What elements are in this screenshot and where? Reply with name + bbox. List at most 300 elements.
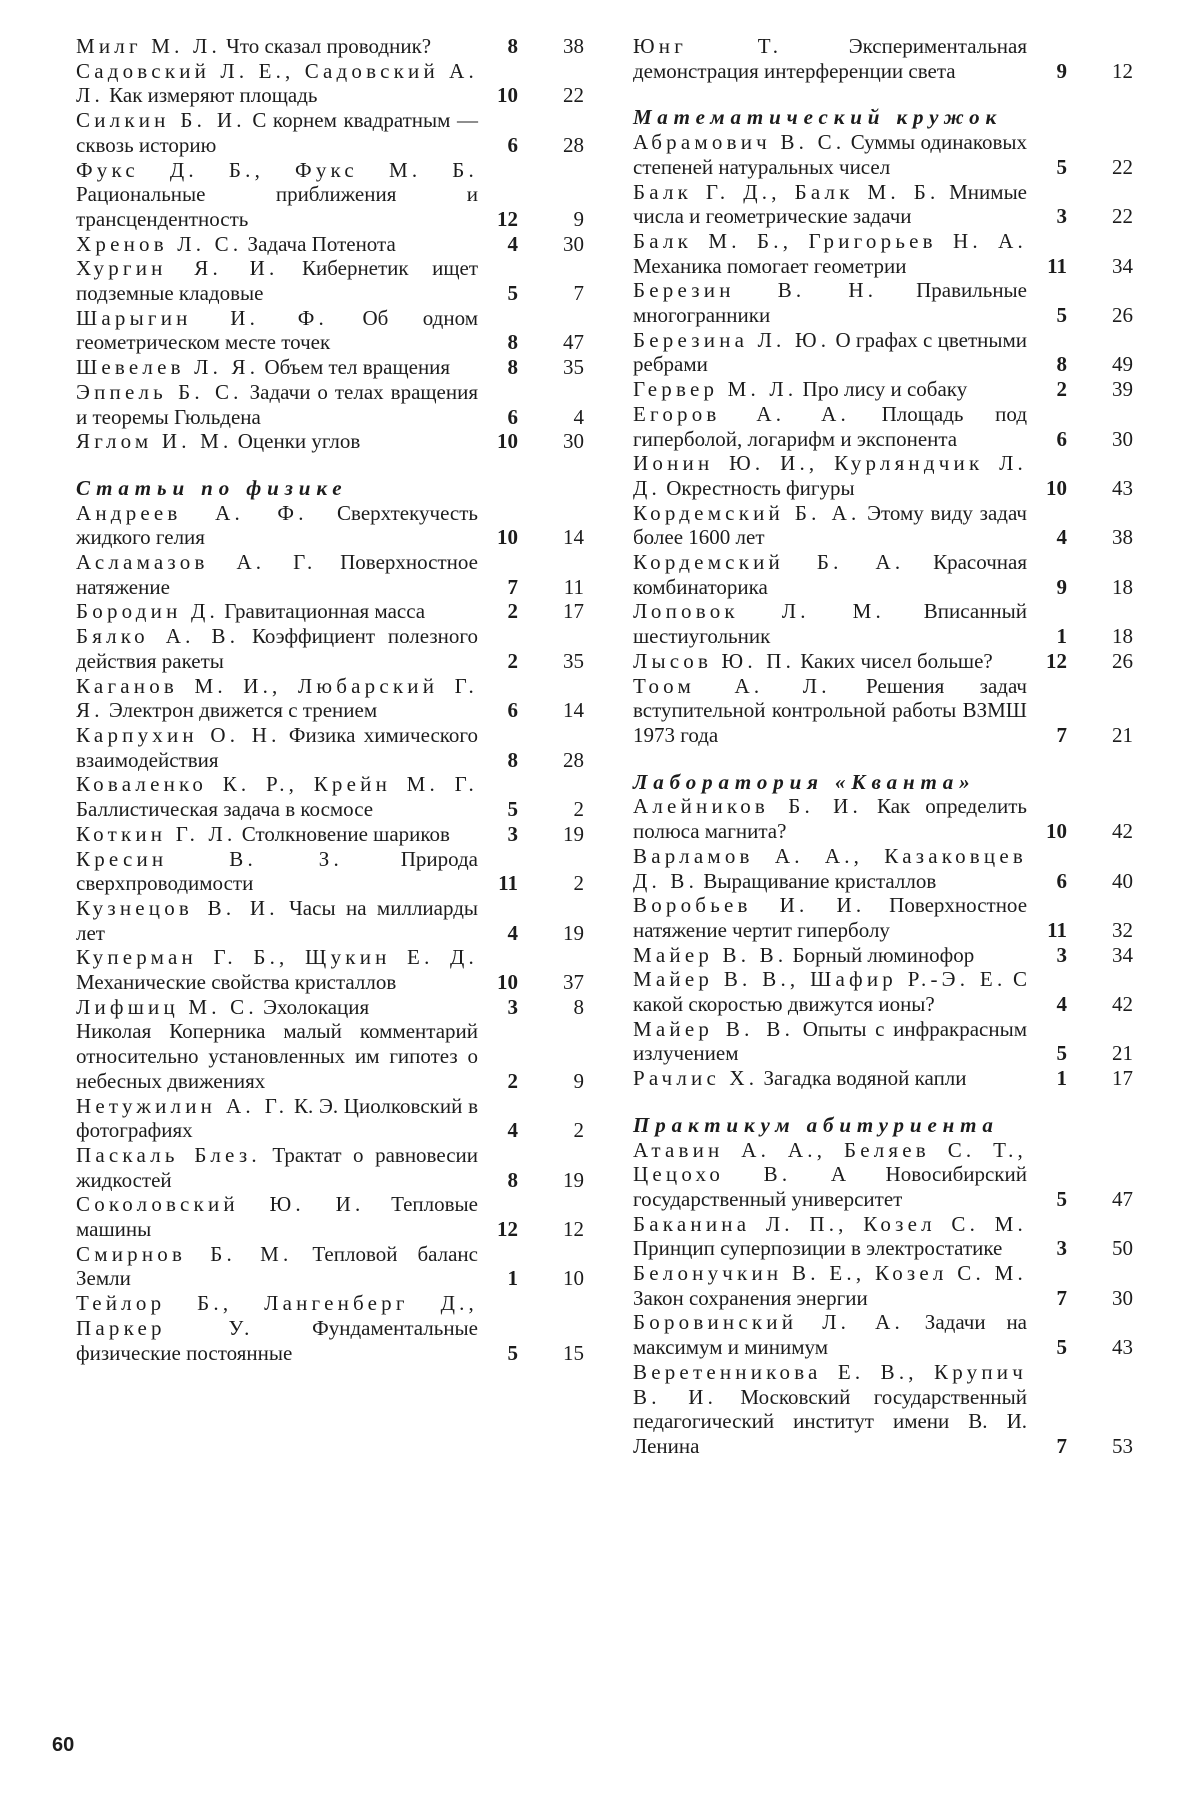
entry-reference bbox=[1027, 1187, 1133, 1212]
entry-author: Абрамович В. С. bbox=[633, 130, 846, 155]
entry-reference bbox=[1027, 59, 1133, 84]
entry-issue: 1 bbox=[1056, 624, 1067, 649]
index-entry bbox=[633, 550, 1133, 599]
entry-author: Егоров А. А. bbox=[633, 401, 850, 426]
entry-title: Трактат о равновесии жидкостей bbox=[76, 1142, 478, 1192]
entry-page: 28 bbox=[563, 747, 584, 772]
entry-title: Тепловой баланс Земли bbox=[76, 1241, 478, 1291]
entry-reference bbox=[478, 871, 584, 896]
entry-page: 30 bbox=[1112, 1285, 1133, 1310]
entry-author: Лифшиц М. С. bbox=[76, 994, 258, 1019]
entry-reference bbox=[478, 797, 584, 822]
entry-author: Карпухин О. Н. bbox=[76, 722, 281, 747]
entry-title: Механика помогает геометрии bbox=[633, 253, 907, 278]
index-entry bbox=[76, 306, 584, 355]
index-entry bbox=[633, 674, 1133, 748]
entry-reference bbox=[1027, 1236, 1133, 1261]
index-entry bbox=[633, 1360, 1133, 1459]
entry-title: Гравитационная масса bbox=[224, 599, 426, 624]
entry-author: Соколовский Ю. И. bbox=[76, 1192, 365, 1217]
entry-reference bbox=[478, 649, 584, 674]
index-entry bbox=[633, 649, 1133, 674]
entry-author: Фукс Д. Б., Фукс М. Б. bbox=[76, 157, 478, 182]
entry-issue: 5 bbox=[1056, 303, 1067, 328]
entry-issue: 8 bbox=[1056, 352, 1067, 377]
entry-title: Борный люминофор bbox=[792, 942, 975, 967]
entry-page: 30 bbox=[1112, 426, 1133, 451]
entry-reference bbox=[478, 1217, 584, 1242]
entry-page: 15 bbox=[563, 1340, 584, 1365]
entry-issue: 2 bbox=[507, 1068, 518, 1093]
entry-reference bbox=[478, 1118, 584, 1143]
entry-author: Хренов Л. С. bbox=[76, 231, 243, 256]
entry-issue: 2 bbox=[507, 599, 518, 624]
entry-issue: 6 bbox=[507, 404, 518, 429]
entry-title: Опыты с инфракрасным излучением bbox=[633, 1016, 1027, 1066]
entry-page: 42 bbox=[1112, 819, 1133, 844]
index-entry bbox=[76, 501, 584, 550]
entry-title: Оценки углов bbox=[237, 429, 361, 454]
entry-page: 35 bbox=[563, 355, 584, 380]
page-number: 60 bbox=[52, 1734, 75, 1756]
entry-title: О графах с цветными ребрами bbox=[633, 327, 1027, 377]
entry-author: Шарыгин И. Ф. bbox=[76, 305, 328, 330]
entry-issue: 12 bbox=[497, 206, 518, 231]
entry-author: Балк М. Б., Григорьев Н. А. bbox=[633, 228, 1027, 253]
entry-page: 50 bbox=[1112, 1236, 1133, 1261]
entry-reference bbox=[1027, 992, 1133, 1017]
index-entry bbox=[76, 59, 584, 108]
entry-page: 2 bbox=[573, 1118, 584, 1143]
entry-page: 38 bbox=[563, 34, 584, 58]
entry-page: 26 bbox=[1112, 648, 1133, 673]
index-entry bbox=[76, 1291, 584, 1365]
index-entry bbox=[633, 1310, 1133, 1359]
entry-issue: 5 bbox=[507, 281, 518, 306]
entry-author: Боровинский Л. А. bbox=[633, 1310, 904, 1335]
entry-title: Столкновение шариков bbox=[241, 821, 450, 846]
entry-title: Кибернетик ищет подземные кладовые bbox=[76, 256, 479, 306]
entry-reference bbox=[478, 921, 584, 946]
entry-author: Майер В. В. bbox=[633, 942, 788, 967]
section-heading: Лаборатория «Кванта» bbox=[633, 769, 976, 794]
entry-author: Андреев А. Ф. bbox=[76, 500, 308, 525]
entry-page: 19 bbox=[563, 1167, 584, 1192]
index-entry bbox=[633, 229, 1133, 278]
index-entry bbox=[76, 896, 584, 945]
entry-page: 53 bbox=[1112, 1433, 1133, 1458]
entry-issue: 12 bbox=[1046, 648, 1067, 673]
entry-author: Нетужилин А. Г. bbox=[76, 1093, 289, 1118]
entry-author: Гервер М. Л. bbox=[633, 377, 798, 402]
entry-title: Мнимые числа и геометрические задачи bbox=[633, 179, 1027, 229]
entry-issue: 10 bbox=[497, 970, 518, 995]
entry-page: 11 bbox=[563, 574, 584, 599]
entry-title: Площадь под гиперболой, логарифм и экспонента bbox=[633, 401, 1028, 451]
entry-issue: 2 bbox=[507, 648, 518, 673]
entry-page: 12 bbox=[1112, 58, 1133, 83]
entry-page: 49 bbox=[1112, 352, 1133, 377]
entry-page: 22 bbox=[1112, 154, 1133, 179]
entry-author: Березин В. Н. bbox=[633, 278, 878, 303]
entry-author: Бородин Д. bbox=[76, 599, 219, 624]
index-entry bbox=[76, 34, 584, 59]
entry-issue: 6 bbox=[507, 132, 518, 157]
entry-issue: 8 bbox=[507, 355, 518, 380]
entry-reference bbox=[478, 525, 584, 550]
entry-title: Как измеряют площадь bbox=[109, 83, 318, 108]
entry-issue: 1 bbox=[507, 1266, 518, 1291]
index-entry bbox=[76, 1019, 584, 1093]
entry-title: Задача Потенота bbox=[247, 231, 396, 256]
entry-reference bbox=[1027, 624, 1133, 649]
index-entry bbox=[633, 1066, 1133, 1091]
entry-author: Каганов М. И., Любарский Г. Я. bbox=[76, 673, 478, 723]
entry-title: Тепловые машины bbox=[76, 1192, 478, 1242]
entry-page: 30 bbox=[563, 429, 584, 454]
entry-title: Поверхностное натяжение bbox=[76, 550, 478, 599]
index-entry bbox=[76, 108, 584, 157]
entry-issue: 7 bbox=[1056, 722, 1067, 747]
entry-issue: 5 bbox=[507, 797, 518, 822]
entry-title: С корнем квадратным — сквозь историю bbox=[76, 108, 479, 157]
entry-title: Экспериментальная демонстрация интерференции света bbox=[633, 34, 1027, 83]
index-entry bbox=[76, 232, 584, 257]
right-column bbox=[633, 34, 1133, 1459]
entry-reference bbox=[1027, 476, 1133, 501]
index-entry bbox=[76, 674, 584, 723]
entry-reference bbox=[478, 83, 584, 108]
entry-issue: 7 bbox=[1056, 1433, 1067, 1458]
entry-title: Выращивание кристаллов bbox=[703, 868, 937, 893]
entry-title: Этому виду задач более 1600 лет bbox=[633, 500, 1027, 550]
entry-author: Кордемский Б. А. bbox=[633, 550, 905, 575]
index-entry bbox=[76, 256, 584, 305]
entry-author: Кузнецов В. И. bbox=[76, 895, 279, 920]
entry-page: 34 bbox=[1112, 942, 1133, 967]
entry-author: Кресин В. З. bbox=[76, 846, 343, 871]
left-column bbox=[76, 34, 584, 1365]
entry-page: 39 bbox=[1112, 377, 1133, 402]
entry-title: Николая Коперника малый комментарий относительно установленных им гипотез о небесных движениях bbox=[76, 1019, 478, 1093]
entry-page: 14 bbox=[563, 525, 584, 550]
entry-author: Варламов А. А., Казаковцев Д. В. bbox=[633, 843, 1027, 893]
entry-title: Как определить полюса магнита? bbox=[633, 794, 1028, 844]
index-entry bbox=[633, 451, 1133, 500]
entry-author: Майер В. В., Шафир Р.-Э. Е. bbox=[633, 967, 1007, 992]
entry-title: Коэффициент полезного действия ракеты bbox=[76, 624, 478, 673]
entry-author: Садовский Л. Е., Садовский А. Л. bbox=[76, 58, 478, 108]
entry-author: Ионин Ю. И., Курляндчик Л. Д. bbox=[633, 451, 1027, 500]
entry-reference bbox=[1027, 1335, 1133, 1360]
entry-reference bbox=[478, 429, 584, 454]
section-heading: Статьи по физике bbox=[76, 475, 348, 500]
index-entry bbox=[633, 599, 1133, 648]
entry-author: Хургин Я. И. bbox=[76, 256, 279, 281]
index-entry bbox=[76, 945, 584, 994]
entry-issue: 2 bbox=[1056, 377, 1067, 402]
entry-issue: 4 bbox=[507, 231, 518, 256]
entry-page: 2 bbox=[573, 797, 584, 822]
entry-page: 22 bbox=[1112, 204, 1133, 229]
entry-author: Веретенникова Е. В., Крупич В. И. bbox=[633, 1359, 1027, 1409]
entry-title: Об одном геометрическом месте точек bbox=[76, 305, 478, 355]
index-entry bbox=[76, 599, 584, 624]
entry-reference bbox=[478, 330, 584, 355]
entry-issue: 11 bbox=[1047, 917, 1067, 942]
entry-reference bbox=[478, 355, 584, 380]
entry-page: 43 bbox=[1112, 475, 1133, 500]
index-entry bbox=[76, 429, 584, 454]
entry-issue: 4 bbox=[507, 1118, 518, 1143]
index-entry bbox=[76, 1143, 584, 1192]
entry-reference bbox=[1027, 869, 1133, 894]
entry-reference bbox=[1027, 819, 1133, 844]
entry-title: Часы на миллиарды лет bbox=[76, 895, 478, 945]
entry-title: Задачи о телах вращения и теоремы Гюльдена bbox=[76, 379, 479, 429]
entry-reference bbox=[1027, 723, 1133, 748]
entry-title: Поверхностное натяжение чертит гиперболу bbox=[633, 893, 1028, 942]
entry-issue: 7 bbox=[507, 574, 518, 599]
entry-reference bbox=[1027, 918, 1133, 943]
index-entry bbox=[76, 158, 584, 232]
entry-issue: 3 bbox=[507, 821, 518, 846]
entry-title: Решения задач вступительной контрольной работы ВЗМШ 1973 года bbox=[633, 673, 1027, 747]
entry-author: Рачлис Х. bbox=[633, 1066, 759, 1091]
entry-title: Красочная комбинаторика bbox=[633, 550, 1027, 599]
entry-author: Коваленко К. Р., Крейн М. Г. bbox=[76, 772, 478, 797]
section-heading: Математический кружок bbox=[633, 105, 1003, 130]
entry-title: Московский государственный педагогический институт имени В. И. Ленина bbox=[633, 1384, 1027, 1458]
index-entry bbox=[76, 355, 584, 380]
entry-author: Березина Л. Ю. bbox=[633, 327, 831, 352]
entry-issue: 3 bbox=[507, 994, 518, 1019]
entry-title: Закон сохранения энергии bbox=[633, 1285, 868, 1310]
index-entry bbox=[633, 402, 1133, 451]
entry-page: 17 bbox=[1112, 1066, 1133, 1091]
entry-reference bbox=[1027, 1041, 1133, 1066]
entry-author: Баканина Л. П., Козел С. М. bbox=[633, 1211, 1027, 1236]
entry-author: Яглом И. М. bbox=[76, 429, 233, 454]
index-entry bbox=[76, 822, 584, 847]
index-entry bbox=[633, 130, 1133, 179]
index-entry bbox=[76, 1094, 584, 1143]
entry-reference bbox=[478, 34, 584, 59]
entry-reference bbox=[1027, 575, 1133, 600]
entry-page: 34 bbox=[1112, 253, 1133, 278]
entry-title: К. Э. Циолковский в фотографиях bbox=[76, 1093, 478, 1143]
entry-author: Бялко А. В. bbox=[76, 624, 240, 649]
entry-title: Загадка водяной капли bbox=[763, 1066, 967, 1091]
index-entry bbox=[633, 1212, 1133, 1261]
section-heading: Практикум абитуриента bbox=[633, 1112, 999, 1137]
entry-page: 14 bbox=[563, 698, 584, 723]
index-entry bbox=[76, 772, 584, 821]
entry-page: 19 bbox=[563, 821, 584, 846]
index-entry bbox=[633, 1017, 1133, 1066]
index-entry bbox=[76, 723, 584, 772]
entry-title: Фундаментальные физические постоянные bbox=[76, 1315, 478, 1365]
entry-author: Атавин А. А., Беляев С. Т., Цецохо В. А bbox=[633, 1137, 1027, 1187]
entry-title: Эхолокация bbox=[263, 994, 370, 1019]
entry-issue: 6 bbox=[1056, 868, 1067, 893]
entry-page: 9 bbox=[573, 206, 584, 231]
entry-page: 12 bbox=[563, 1217, 584, 1242]
entry-reference bbox=[1027, 1286, 1133, 1311]
index-entry bbox=[76, 995, 584, 1020]
entry-page: 18 bbox=[1112, 574, 1133, 599]
entry-author: Шевелев Л. Я. bbox=[76, 355, 260, 380]
index-entry bbox=[76, 1192, 584, 1241]
entry-author: Алейников Б. И. bbox=[633, 794, 862, 819]
entry-reference bbox=[1027, 1066, 1133, 1091]
index-entry bbox=[633, 794, 1133, 843]
index-entry bbox=[76, 847, 584, 896]
entry-author: Воробьев И. И. bbox=[633, 893, 866, 918]
entry-reference bbox=[1027, 1434, 1133, 1459]
entry-issue: 6 bbox=[1056, 426, 1067, 451]
entry-page: 47 bbox=[1112, 1186, 1133, 1211]
entry-title: Окрестность фигуры bbox=[666, 475, 855, 500]
entry-reference bbox=[478, 970, 584, 995]
entry-author: Смирнов Б. М. bbox=[76, 1241, 293, 1266]
entry-reference bbox=[478, 599, 584, 624]
entry-reference bbox=[478, 1266, 584, 1291]
entry-author: Паскаль Блез. bbox=[76, 1142, 261, 1167]
entry-issue: 3 bbox=[1056, 1236, 1067, 1261]
index-entry bbox=[633, 893, 1133, 942]
entry-reference bbox=[478, 207, 584, 232]
entry-issue: 8 bbox=[507, 34, 518, 58]
entry-issue: 3 bbox=[1056, 204, 1067, 229]
entry-page: 19 bbox=[563, 920, 584, 945]
entry-reference bbox=[478, 281, 584, 306]
entry-issue: 9 bbox=[1056, 58, 1067, 83]
entry-title: Механические свойства кристаллов bbox=[76, 970, 397, 995]
entry-reference bbox=[478, 822, 584, 847]
entry-page: 10 bbox=[563, 1266, 584, 1291]
entry-reference bbox=[478, 133, 584, 158]
entry-reference bbox=[1027, 303, 1133, 328]
index-entry bbox=[633, 34, 1133, 83]
entry-page: 37 bbox=[563, 970, 584, 995]
entry-title: Сверхтекучесть жидкого гелия bbox=[76, 500, 478, 550]
entry-reference bbox=[478, 1168, 584, 1193]
entry-issue: 10 bbox=[497, 83, 518, 108]
entry-title: Правильные многогранники bbox=[633, 278, 1027, 328]
entry-reference bbox=[1027, 427, 1133, 452]
entry-issue: 4 bbox=[1056, 992, 1067, 1017]
entry-reference bbox=[478, 575, 584, 600]
entry-title: Физика химического взаимодействия bbox=[76, 722, 478, 772]
entry-page: 47 bbox=[563, 330, 584, 355]
entry-author: Тейлор Б., Лангенберг Д., Паркер У. bbox=[76, 1291, 478, 1340]
index-entry bbox=[633, 844, 1133, 893]
entry-issue: 10 bbox=[1046, 819, 1067, 844]
entry-author: Лысов Ю. П. bbox=[633, 648, 796, 673]
entry-reference bbox=[478, 748, 584, 773]
entry-page: 21 bbox=[1112, 722, 1133, 747]
entry-page: 30 bbox=[563, 231, 584, 256]
entry-title: Про лису и собаку bbox=[802, 377, 968, 402]
entry-author: Коткин Г. Л. bbox=[76, 821, 237, 846]
entry-page: 4 bbox=[573, 404, 584, 429]
entry-title: Вписанный шестиугольник bbox=[633, 599, 1027, 649]
entry-page: 42 bbox=[1112, 992, 1133, 1017]
entry-title: С какой скоростью движутся ионы? bbox=[633, 967, 1027, 1017]
entry-title: Природа сверхпроводимости bbox=[76, 846, 478, 896]
entry-reference bbox=[1027, 525, 1133, 550]
index-entry bbox=[633, 278, 1133, 327]
entry-reference bbox=[1027, 204, 1133, 229]
entry-reference bbox=[478, 995, 584, 1020]
entry-issue: 4 bbox=[507, 920, 518, 945]
entry-title: Суммы одинаковых степеней натуральных чисел bbox=[633, 130, 1027, 179]
entry-title: Каких чисел больше? bbox=[800, 648, 993, 673]
index-entry bbox=[76, 624, 584, 673]
entry-title: Рациональные приближения и трансцендентность bbox=[76, 182, 478, 231]
entry-author: Лоповок Л. М. bbox=[633, 599, 885, 624]
entry-reference bbox=[1027, 943, 1133, 968]
entry-author: Асламазов А. Г. bbox=[76, 550, 317, 575]
entry-issue: 10 bbox=[1046, 475, 1067, 500]
entry-author: Майер В. В. bbox=[633, 1016, 795, 1041]
entry-issue: 7 bbox=[1056, 1285, 1067, 1310]
entry-issue: 4 bbox=[1056, 525, 1067, 550]
entry-page: 26 bbox=[1112, 303, 1133, 328]
entry-issue: 5 bbox=[1056, 1186, 1067, 1211]
entry-author: Кордемский Б. А. bbox=[633, 500, 861, 525]
entry-author: Юнг Т. bbox=[633, 34, 783, 58]
entry-issue: 10 bbox=[497, 429, 518, 454]
entry-reference bbox=[478, 1341, 584, 1366]
entry-issue: 6 bbox=[507, 698, 518, 723]
entry-issue: 12 bbox=[497, 1217, 518, 1242]
entry-reference bbox=[478, 232, 584, 257]
entry-issue: 8 bbox=[507, 747, 518, 772]
entry-issue: 11 bbox=[1047, 253, 1067, 278]
entry-reference bbox=[1027, 254, 1133, 279]
entry-page: 35 bbox=[563, 648, 584, 673]
entry-page: 28 bbox=[563, 132, 584, 157]
entry-author: Белонучкин В. Е., Козел С. М. bbox=[633, 1261, 1027, 1286]
entry-issue: 5 bbox=[1056, 1335, 1067, 1360]
entry-author: Тоом А. Л. bbox=[633, 673, 831, 698]
entry-title: Электрон движется с трением bbox=[108, 698, 378, 723]
index-entry bbox=[76, 550, 584, 599]
entry-reference bbox=[1027, 352, 1133, 377]
entry-issue: 5 bbox=[507, 1340, 518, 1365]
entry-page: 43 bbox=[1112, 1335, 1133, 1360]
entry-title: Задачи на максимум и минимум bbox=[633, 1310, 1028, 1360]
entry-issue: 8 bbox=[507, 1167, 518, 1192]
entry-issue: 9 bbox=[1056, 574, 1067, 599]
entry-title: Баллистическая задача в космосе bbox=[76, 797, 374, 822]
entry-page: 22 bbox=[563, 83, 584, 108]
entry-page: 2 bbox=[573, 871, 584, 896]
entry-author: Эппель Б. С. bbox=[76, 379, 243, 404]
entry-page: 9 bbox=[573, 1068, 584, 1093]
index-entry bbox=[633, 180, 1133, 229]
entry-reference bbox=[1027, 377, 1133, 402]
entry-reference bbox=[478, 698, 584, 723]
entry-author: Силкин Б. И. bbox=[76, 108, 246, 133]
entry-page: 18 bbox=[1112, 624, 1133, 649]
entry-page: 17 bbox=[563, 599, 584, 624]
entry-reference bbox=[1027, 649, 1133, 674]
index-entry bbox=[633, 967, 1133, 1016]
index-entry bbox=[633, 1261, 1133, 1310]
